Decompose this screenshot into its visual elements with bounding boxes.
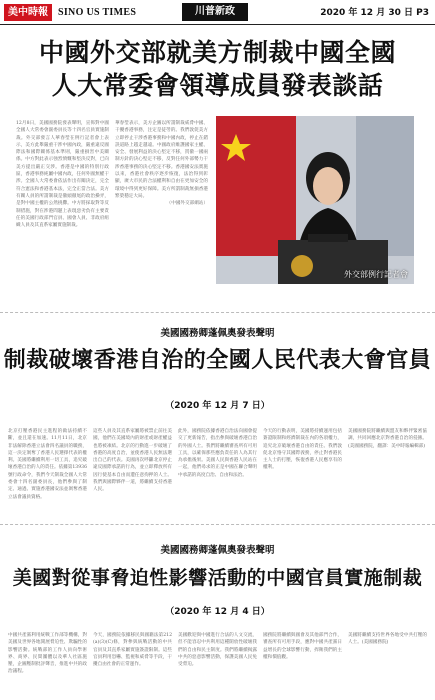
article1-body <box>16 120 208 290</box>
article3-column-text: 美國將繼續支持世界各地受中共打壓的人士。(美國國務院) <box>348 633 427 646</box>
article2-column-text: 北京打壓香港民主進程的做法持續不斷，並且還在加速。11月11日，北京非法解除香港立法會四名議員的職務，這一決定剝奪了香港人民選擇代表的權利。美國將繼續利用一切工具，追究破壞香港自治的人的責任。依據第13936號行政命令，我們今天制裁全國人大常委會十四名副委員長，他們參與了制定、通過、實施香港國安法並剝奪香港立法會議員資格。 <box>8 429 87 500</box>
article2-column-text: 這些人員及其直系家屬將被禁止前往美國，他們在美國境內的財產或財產權益也將被凍結。北京的行動進一步破壞了香港的高度自治，並使香港人民無法選出自己的代表。美國再次呼籲北京停止違反國際承諾的行為，並立即釋放所有因行使基本自由而遭任意拘押的人士。我們與國際夥伴一道，將繼續支持香港人民。 <box>93 429 172 493</box>
article3-column <box>178 632 257 698</box>
article3-column-text: 中國共產黨利用統戰工作部等機構，對美國及世界各地開展脅迫性、欺騙性的影響活動。統戰部的工作人員向學術界、商界、民間團體以及華人社區施壓，企圖壓制批評聲音，推進中共的政治議程。 <box>8 633 87 675</box>
article3-column <box>263 632 342 698</box>
article2-kicker: 美國國務卿蓬佩奧發表聲明 <box>160 328 275 339</box>
press-conference-photo <box>216 116 414 284</box>
article2-column-text: 此外，國務院依據香港自治法向國會提交了更新報告，指出參與破壞香港自治的外國人士。我們將繼續審查所有可用工具，以確保那些應負責任的人為其行為承擔後果。美國人民與香港人民站在一起，他們尋求的正是中國在聯合聲明中承諾的高度自治、自由和法治。 <box>178 429 257 478</box>
photo-caption: 外交部例行記者會 <box>344 270 408 279</box>
article1-column-text: 12月8日，美國國務院發表聲明，宣佈對中國全國人大常委會副委員長等十四名官員實施制裁。外交部發言人華春瑩在例行記者會上表示，美方此舉嚴重干涉中國內政，嚴重違反國際法和國際關係基本準則，嚴重損害中美關係。中方對此表示強烈憤慨和堅決反對，已向美方提出嚴正交涉。香港是中國的特別行政區，香港事務純屬中國內政，任何外國無權干涉。全國人大常委會依法作出有關決定，完全符合憲法和香港基本法，完全正當合法。美方有關人員的所謂制裁是徹頭徹尾的政治操弄，是對中國主權的公然挑釁。中方將採取對等反制措施，對在涉港問題上表現惡劣負有主要責任的美國行政部門官員、國會人員、非政府組織人員及其直系家屬實施制裁。 <box>16 121 109 229</box>
article2-column-text: 美國國務院將繼續與盟友和夥伴緊密協調，共同回應北京對香港自治的侵蝕。(美國國務院，翻譯：美中時報編輯部) <box>348 429 427 449</box>
spokesperson-illustration <box>216 116 414 284</box>
article1-credit: （中國外交部網站） <box>166 201 208 207</box>
article2-column <box>178 428 257 510</box>
brand-logo: 美中時報 <box>4 4 52 21</box>
section-label: 川普新政 <box>182 3 248 21</box>
article1-headline <box>0 36 435 102</box>
article3-body <box>8 632 427 698</box>
article2-headline: 制裁破壞香港自治的全國人民代表大會官員 <box>3 348 432 373</box>
article3-date: （2020 年 12 月 4 日） <box>165 607 270 617</box>
article2-column <box>348 428 427 510</box>
masthead <box>0 0 435 25</box>
brand-english: SINO US TIMES <box>58 6 137 18</box>
issue-date: 2020 年 12 月 30 日 P3 <box>320 8 429 18</box>
article3-column <box>348 632 427 698</box>
article3-column-text: 今天，國務院依據移民與國籍法第212(a)(3)(C)條，對參與統戰活動的中共官員及其直系家屬實施簽證限制。這些官員利用恐嚇、監視和威脅等手段，干擾自由社會的正常運作。 <box>93 633 172 668</box>
article3-column <box>8 632 87 698</box>
article1-column <box>115 120 208 290</box>
article2-column-text: 今天的行動表明，美國將持續運用包括簽證限制和經濟制裁在內的各項權力，追究北京破壞香港自由的責任。我們敦促北京恪守其國際義務，停止對香港民主人士的打壓，恢復香港人民應享有的權利。 <box>263 429 342 471</box>
article2-date: （2020 年 12 月 7 日） <box>165 401 270 411</box>
article3-headline: 美國對從事脅迫性影響活動的中國官員實施制裁 <box>12 567 423 589</box>
divider <box>0 524 435 525</box>
article2-column <box>8 428 87 510</box>
article3-column-text: 國務院將繼續與國會及其他部門合作，審查所有可用手段，應對中國共產黨日益增長的全球影響行動，捍衛我們的主權和價值觀。 <box>263 633 342 660</box>
article2-column <box>263 428 342 510</box>
article1-column <box>16 120 109 290</box>
article3-kicker: 美國國務卿蓬佩奧發表聲明 <box>160 545 275 556</box>
article2-body <box>8 428 427 510</box>
article1-headline-line2: 人大常委會領導成員發表談話 <box>51 71 384 100</box>
article3-column <box>93 632 172 698</box>
article1-headline-line1: 中國外交部就美方制裁中國全國 <box>38 38 396 67</box>
article2-column <box>93 428 172 510</box>
article1-column-text: 華春瑩表示，美方企圖以所謂制裁威脅中國、干擾香港事務，注定是徒勞的。我們敦促美方立即停止干涉香港事務和中國內政，停止在錯誤道路上越走越遠。中國政府維護國家主權、安全、發展利益的決心堅定不移，貫徹一國兩制方針的決心堅定不移，反對任何外部勢力干涉香港事務的決心堅定不移。香港國安法實施以來，香港社會秩序逐步恢復，法治得到彰顯，廣大市民的合法權利和自由在更加安全的環境中得到更好保障。美方所謂制裁無損香港繁榮穩定大局。 <box>115 121 208 199</box>
divider <box>0 312 435 313</box>
article3-column-text: 美國歡迎與中國進行合法的人文交流，但不能容忍中共利用這種開放性破壞我們的自由和民主制度。我們將繼續揭露中共的惡意影響活動，保護美國人民免受脅迫。 <box>178 633 257 668</box>
